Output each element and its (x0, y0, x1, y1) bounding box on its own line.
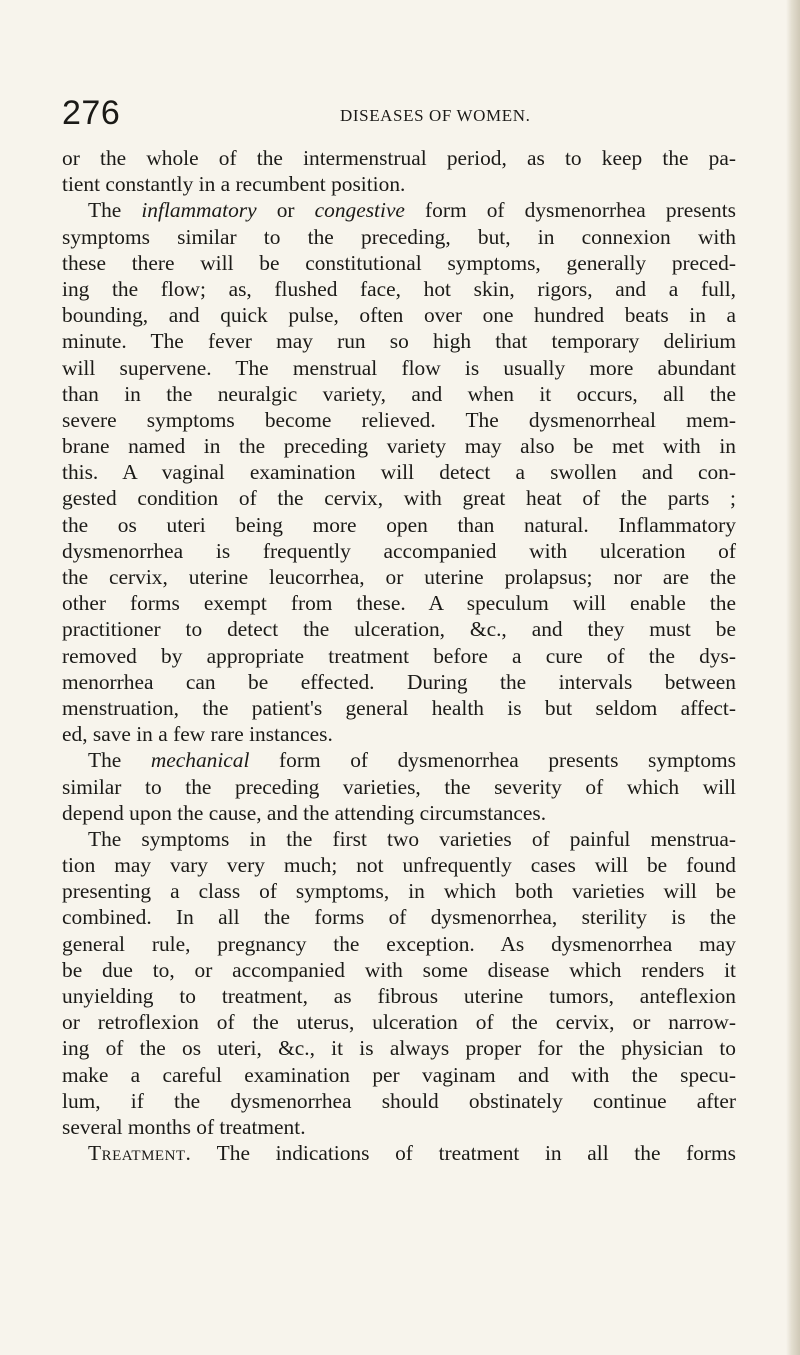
text-run: The indications of treatment in all the forms (191, 1141, 736, 1166)
text-run: bounding, and quick pulse, often over one hundred beats in a (62, 303, 736, 328)
text-run: general rule, pregnancy the exception. As dysmenorrhea may (62, 931, 736, 956)
page-number: 276 (62, 94, 121, 132)
page-edge-shadow (786, 0, 800, 1355)
text-run: dysmenorrhea is frequently accompanied with ulceration of (62, 538, 736, 563)
text-line (62, 512, 736, 538)
text-line (62, 1114, 736, 1140)
text-run: form of dysmenorrhea presents symptoms (249, 748, 736, 773)
text-line (62, 250, 736, 276)
text-line (62, 276, 736, 302)
text-run: be due to, or accompanied with some disease which renders it (62, 957, 736, 982)
text-line (62, 826, 736, 852)
text-run: congestive (314, 198, 405, 223)
text-run: presenting a class of symptoms, in which both varieties will be (62, 879, 736, 904)
text-line (62, 878, 736, 904)
text-run: than in the neuralgic variety, and when it occurs, all the (62, 381, 736, 406)
text-run: the os uteri being more open than natural. Inflammatory (62, 512, 736, 537)
text-run: or the whole of the intermenstrual period, as to keep the pa- (62, 146, 736, 170)
page-header (62, 93, 742, 133)
text-line (62, 931, 736, 957)
text-run: The (88, 748, 151, 773)
text-run: The (88, 198, 142, 223)
text-run: this. A vaginal examination will detect a swollen and con- (62, 460, 736, 485)
text-line (62, 171, 736, 197)
text-run: ing the flow; as, flushed face, hot skin, rigors, and a full, (62, 276, 736, 301)
text-run: menstruation, the patient's general health is but seldom affect- (62, 695, 736, 720)
text-run: minute. The fever may run so high that temporary delirium (62, 329, 736, 354)
text-line (62, 224, 736, 250)
text-line (62, 302, 736, 328)
text-run: gested condition of the cervix, with great heat of the parts ; (62, 486, 736, 511)
text-run: symptoms similar to the preceding, but, in connexion with (62, 224, 736, 249)
text-line (62, 1035, 736, 1061)
text-run: brane named in the preceding variety may also be met with in (62, 434, 736, 459)
text-run: the cervix, uterine leucorrhea, or uterine prolapsus; nor are the (62, 565, 736, 589)
text-run: combined. In all the forms of dysmenorrhea, sterility is the (62, 905, 736, 930)
text-run: or (256, 198, 315, 223)
text-line (62, 1140, 736, 1166)
text-line (62, 564, 736, 590)
text-run: make a careful examination per vaginam and with the specu- (62, 1062, 736, 1087)
text-run: other forms exempt from these. A speculum will enable the (62, 591, 736, 616)
text-line (62, 1062, 736, 1088)
text-line (62, 433, 736, 459)
text-run: menorrhea can be effected. During the intervals between (62, 669, 736, 694)
text-line (62, 800, 736, 826)
text-line (62, 145, 736, 171)
text-run: tion may vary very much; not unfrequently cases will be found (62, 853, 736, 878)
text-line (62, 1009, 736, 1035)
text-line (62, 904, 736, 930)
text-line (62, 669, 736, 695)
body-text (62, 145, 736, 1166)
text-run: severe symptoms become relieved. The dysmenorrheal mem- (62, 407, 736, 432)
text-line (62, 721, 736, 747)
text-run: inflammatory (141, 198, 257, 223)
text-line (62, 407, 736, 433)
text-line (62, 538, 736, 564)
text-run: practitioner to detect the ulceration, &c., and they must be (62, 617, 736, 642)
text-run: similar to the preceding varieties, the severity of which will (62, 774, 736, 799)
text-line (62, 852, 736, 878)
text-run: ed, save in a few rare instances. (62, 722, 333, 747)
text-run: ing of the os uteri, &c., it is always proper for the physician to (62, 1036, 736, 1061)
text-line (62, 328, 736, 354)
text-line (62, 355, 736, 381)
text-line (62, 616, 736, 642)
text-line (62, 983, 736, 1009)
text-run: mechanical (150, 748, 250, 773)
text-line (62, 747, 736, 773)
text-run: these there will be constitutional symptoms, generally preced- (62, 250, 736, 275)
text-line (62, 1088, 736, 1114)
text-run: unyielding to treatment, as fibrous uterine tumors, anteflexion (62, 984, 736, 1008)
text-line (62, 381, 736, 407)
text-run: or retroflexion of the uterus, ulceration of the cervix, or narrow- (62, 1010, 736, 1035)
text-run: lum, if the dysmenorrhea should obstinately continue after (62, 1088, 736, 1113)
text-line (62, 774, 736, 800)
running-head: DISEASES OF WOMEN. (340, 106, 531, 125)
text-run: form of dysmenorrhea presents (404, 198, 736, 223)
text-run: depend upon the cause, and the attending circumstances. (62, 800, 547, 825)
text-line (62, 643, 736, 669)
text-line (62, 695, 736, 721)
text-run: The symptoms in the first two varieties of painful menstrua- (88, 826, 736, 851)
text-line (62, 957, 736, 983)
text-run: will supervene. The menstrual flow is usually more abundant (62, 355, 736, 380)
text-line (62, 590, 736, 616)
text-run: tient constantly in a recumbent position. (62, 172, 406, 197)
text-line (62, 485, 736, 511)
text-line (62, 197, 736, 223)
text-run: Treatment. (88, 1141, 192, 1166)
text-run: several months of treatment. (62, 1114, 306, 1139)
text-run: removed by appropriate treatment before a cure of the dys- (62, 643, 736, 668)
text-line (62, 459, 736, 485)
